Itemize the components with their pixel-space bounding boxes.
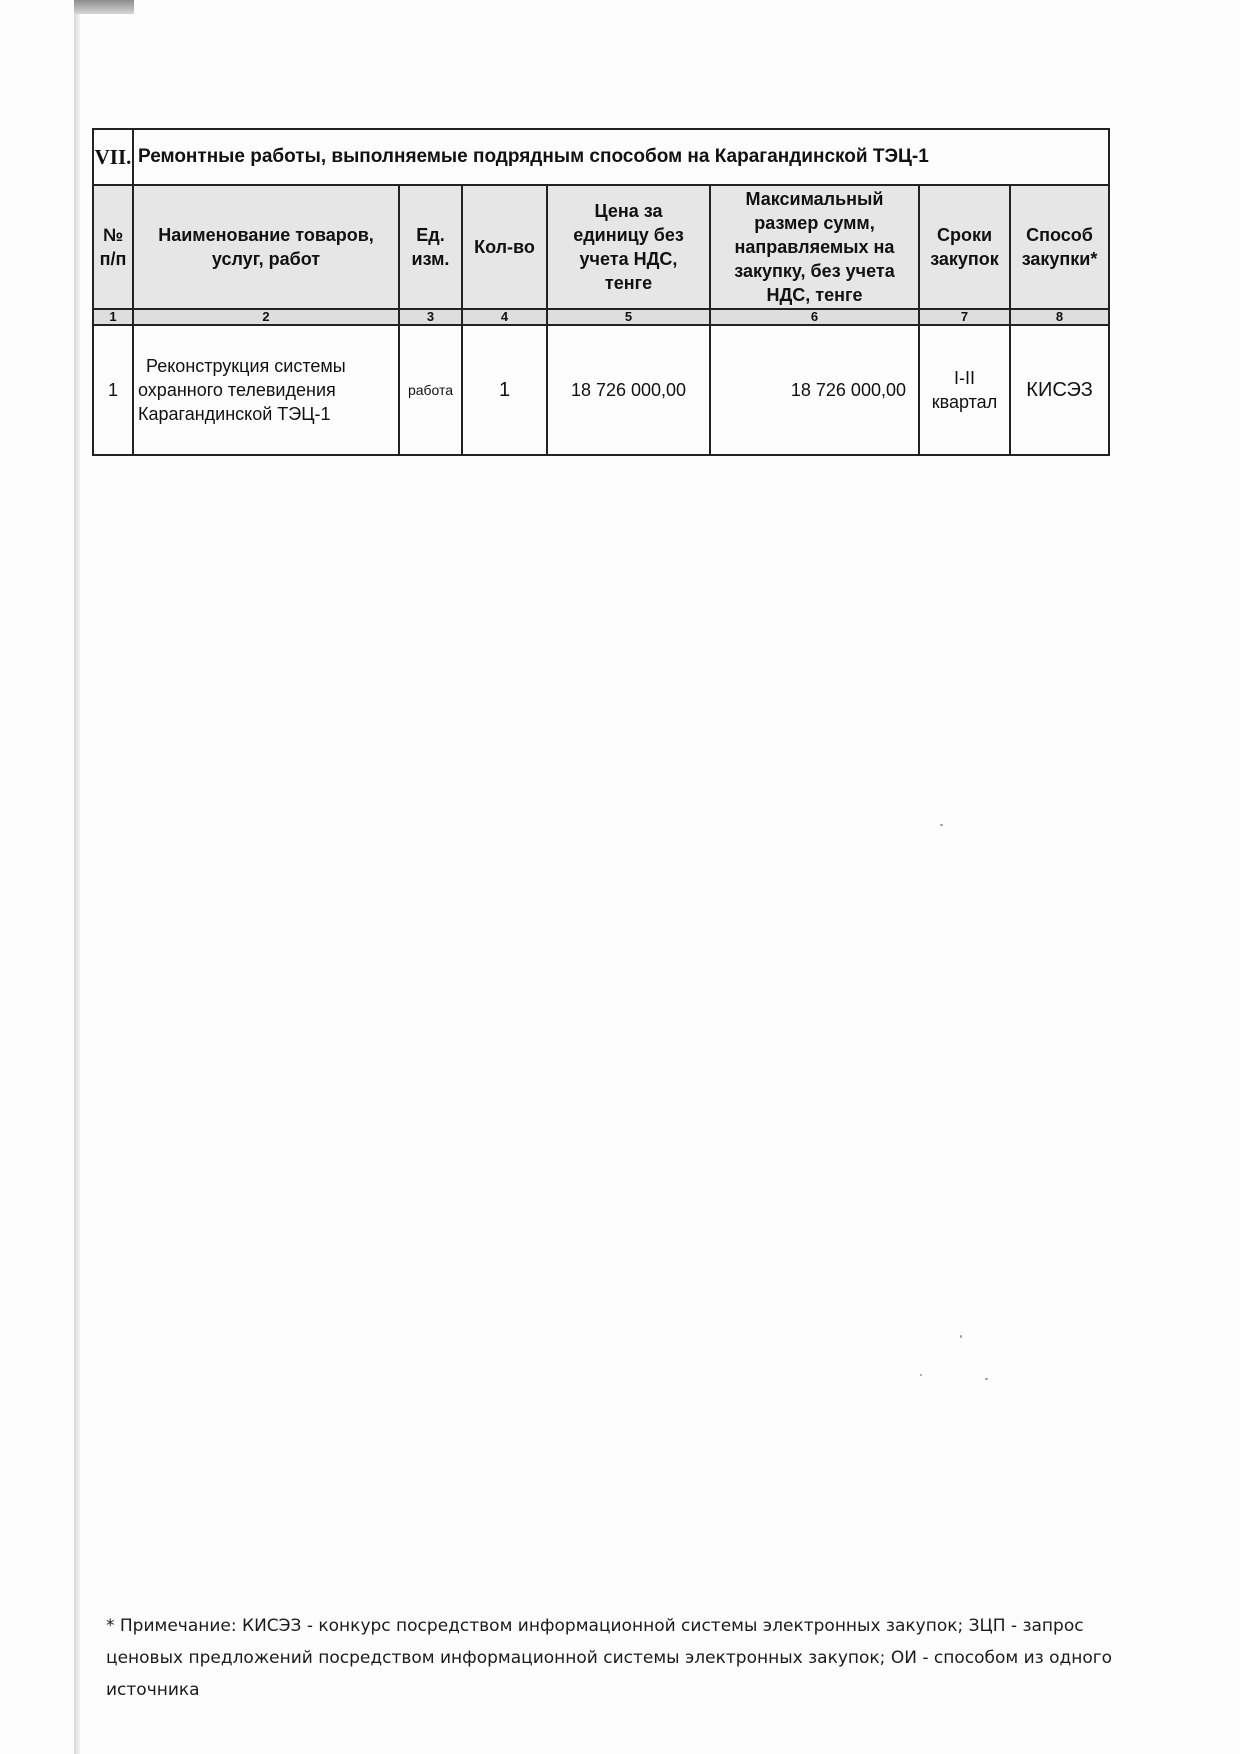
header-name [133, 185, 399, 309]
quantity: 1 [462, 325, 547, 455]
header-num [93, 185, 133, 309]
column-number: 7 [919, 309, 1010, 325]
column-number: 5 [547, 309, 710, 325]
row-number: 1 [93, 325, 133, 455]
section-number: VII. [93, 129, 133, 185]
max-sum: 18 726 000,00 [710, 325, 919, 455]
header-num-line2: п/п [99, 249, 127, 269]
header-unit [399, 185, 462, 309]
footnote: * Примечание: КИСЭЗ - конкурс посредством информационной системы электронных закупок; ЗЦП - запрос ценовых предложений посредством информационной системы электронных закупок; ОИ - способом из одного источника [106, 1616, 1113, 1700]
scan-speck [920, 1374, 922, 1376]
unit-of-measure: работа [399, 325, 462, 455]
scan-speck [985, 1378, 988, 1380]
procurement-table [92, 128, 1110, 456]
terms-line: квартал [931, 392, 998, 412]
item-name [133, 325, 399, 455]
column-number-row [93, 309, 1109, 325]
header-max-sum-text: Максимальный размер сумм, направляемых на закупку, без учета НДС, тенге [734, 189, 895, 305]
header-unit-line1: Ед. [416, 225, 445, 245]
item-name-line: охранного телевидения [138, 380, 336, 400]
procurement-method: КИСЭЗ [1010, 325, 1109, 455]
column-number: 8 [1010, 309, 1109, 325]
scan-corner [74, 0, 134, 14]
header-row [93, 185, 1109, 309]
header-max-sum [710, 185, 919, 309]
scan-speck [940, 824, 943, 826]
table-row [93, 325, 1109, 455]
column-number: 6 [710, 309, 919, 325]
column-number: 2 [133, 309, 399, 325]
header-method [1010, 185, 1109, 309]
procurement-terms [919, 325, 1010, 455]
item-name-line: Карагандинской ТЭЦ-1 [138, 404, 331, 424]
unit-price: 18 726 000,00 [547, 325, 710, 455]
scan-edge [74, 0, 80, 1754]
header-unit-line2: изм. [411, 249, 450, 269]
header-name-text: Наименование товаров, услуг, работ [158, 225, 374, 269]
terms-line: I-II [954, 368, 975, 388]
column-number: 4 [462, 309, 547, 325]
header-method-text: Способ закупки* [1021, 225, 1098, 269]
column-number: 1 [93, 309, 133, 325]
header-terms-text: Сроки закупок [930, 225, 999, 269]
header-price [547, 185, 710, 309]
column-number: 3 [399, 309, 462, 325]
header-price-text: Цена за единицу без учета НДС, тенге [573, 201, 684, 293]
header-qty: Кол-во [462, 185, 547, 309]
header-terms [919, 185, 1010, 309]
section-row [93, 129, 1109, 185]
item-name-line: Реконструкция системы [146, 356, 346, 376]
header-num-line1: № [102, 225, 124, 245]
section-title: Ремонтные работы, выполняемые подрядным способом на Карагандинской ТЭЦ-1 [133, 129, 1109, 185]
scan-speck [960, 1335, 962, 1338]
